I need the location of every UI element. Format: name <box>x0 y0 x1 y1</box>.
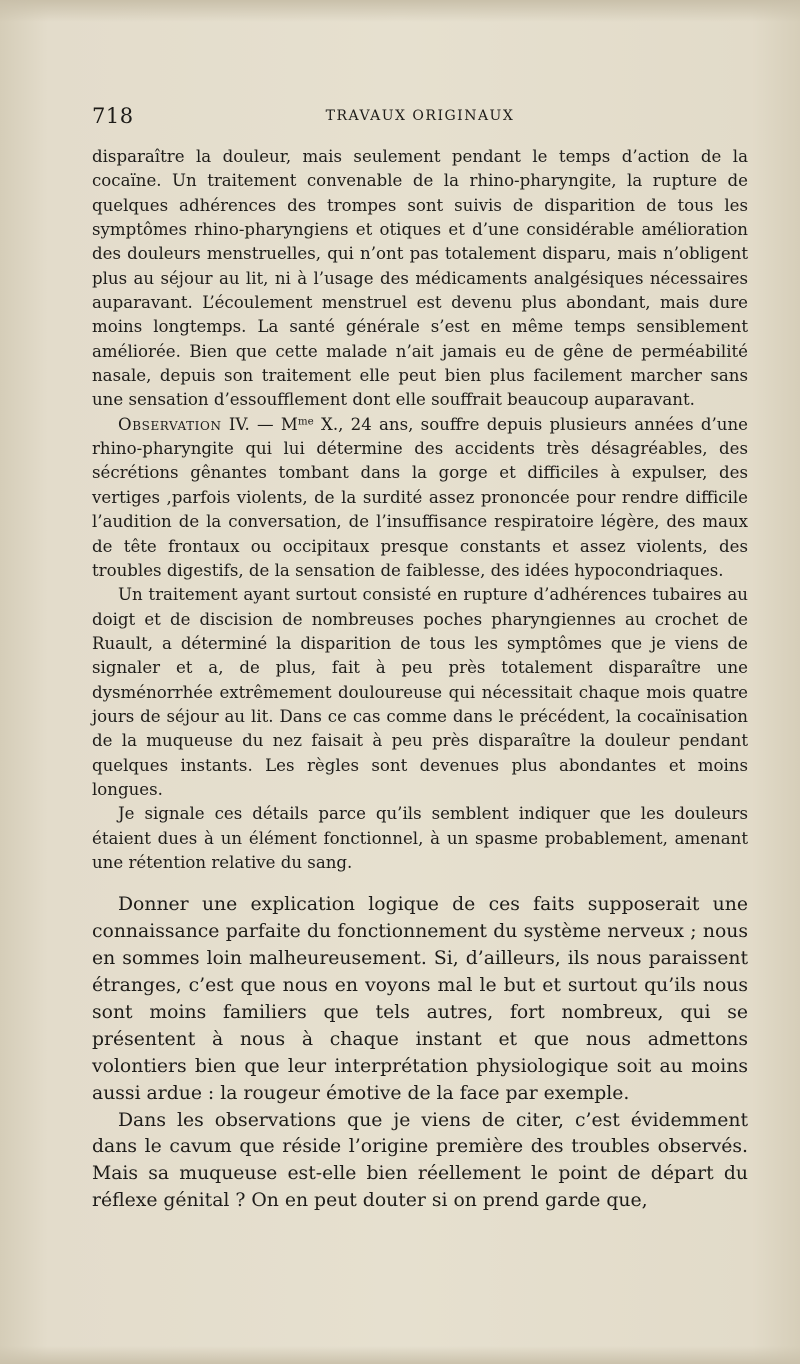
paragraph-explanation: Donner une explication logique de ces faits supposerait une connaissance parfaite du fonctionnement du système nerveux ; nous en sommes loin malheureusement. Si, d’ailleurs, ils nous paraissent étranges, c’est que nous en voyons mal le but et surtout qu’ils nous sont moins familiers que tels autres, fort nombreux, qui se présentent à nous à chaque instant et que nous admettons volontiers bien que leur interprétation physiologique soit au moins aussi ardue : la rougeur émotive de la face par exemple. <box>92 894 748 1104</box>
paragraph-observation-iv <box>92 413 748 583</box>
page-top-shadow <box>0 0 800 22</box>
section-gap <box>92 875 748 892</box>
madame-superscript: me <box>297 415 314 428</box>
page-bottom-shadow <box>0 1346 800 1364</box>
observation-label: Observation <box>118 414 222 434</box>
running-head: TRAVAUX ORIGINAUX <box>325 108 515 124</box>
paragraph-treatment: Un traitement ayant surtout consisté en rupture d’adhérences tubaires au doigt et de discision de nombreuses poches pharyngiennes au crochet de Ruault, a déterminé la disparition de tous les symptômes que je viens de signaler et a, de plus, fait à peu près totalement disparaître une dysménorrhée extrêmement douloureuse qui nécessitait chaque mois quatre jours de séjour au lit. Dans ce cas comme dans le précédent, la cocaïnisation de la muqueuse du nez faisait à peu près disparaître la douleur pendant quelques instants. Les règles sont devenues plus abondantes et moins longues. <box>92 585 748 799</box>
page-number: 718 <box>92 104 134 128</box>
page-header <box>92 104 748 130</box>
paragraph-continuation: disparaître la douleur, mais seulement pendant le temps d’action de la cocaïne. Un traitement convenable de la rhino-pharyngite, la rupture de quelques adhérences des trompes sont suivis de disparition de tous les symptômes rhino-pharyngiens et otiques et d’une considérable amélioration des douleurs menstruelles, qui n’ont pas totalement disparu, mais n’obligent plus au séjour au lit, ni à l’usage des médicaments analgésiques nécessaires auparavant. L’écoulement menstruel est devenu plus abondant, mais dure moins longtemps. La santé générale s’est en même temps sensiblement améliorée. Bien que cette malade n’ait jamais eu de gêne de perméabilité nasale, depuis son traitement elle peut bien plus facilement marcher sans une sensation d’essoufflement dont elle souffrait beaucoup auparavant. <box>92 147 748 410</box>
observation-number: IV. — M <box>228 414 298 434</box>
page-body <box>92 145 748 1215</box>
observation-text: X., 24 ans, souffre depuis plusieurs années d’une rhino-pharyngite qui lui détermine des accidents très désagréables, des sécrétions gênantes tombant dans la gorge et difficiles à expulser, des vertiges ,parfois violents, de la surdité assez prononcée pour rendre difficile l’audition de la conversation, de l’insuffisance respiratoire légère, des maux de tête frontaux ou occipitaux presque constants et assez violents, des troubles digestifs, de la sensation de faiblesse, des idées hypocondriaques. <box>92 414 748 580</box>
paragraph-details: Je signale ces détails parce qu’ils semblent indiquer que les douleurs étaient dues à un élément fonctionnel, à un spasme probablement, amenant une rétention relative du sang. <box>92 804 748 872</box>
paragraph-observations: Dans les observations que je viens de citer, c’est évidemment dans le cavum que réside l’origine première des troubles observés. Mais sa muqueuse est-elle bien réellement le point de départ du réflexe génital ? On en peut douter si on prend garde que, <box>92 1109 748 1212</box>
